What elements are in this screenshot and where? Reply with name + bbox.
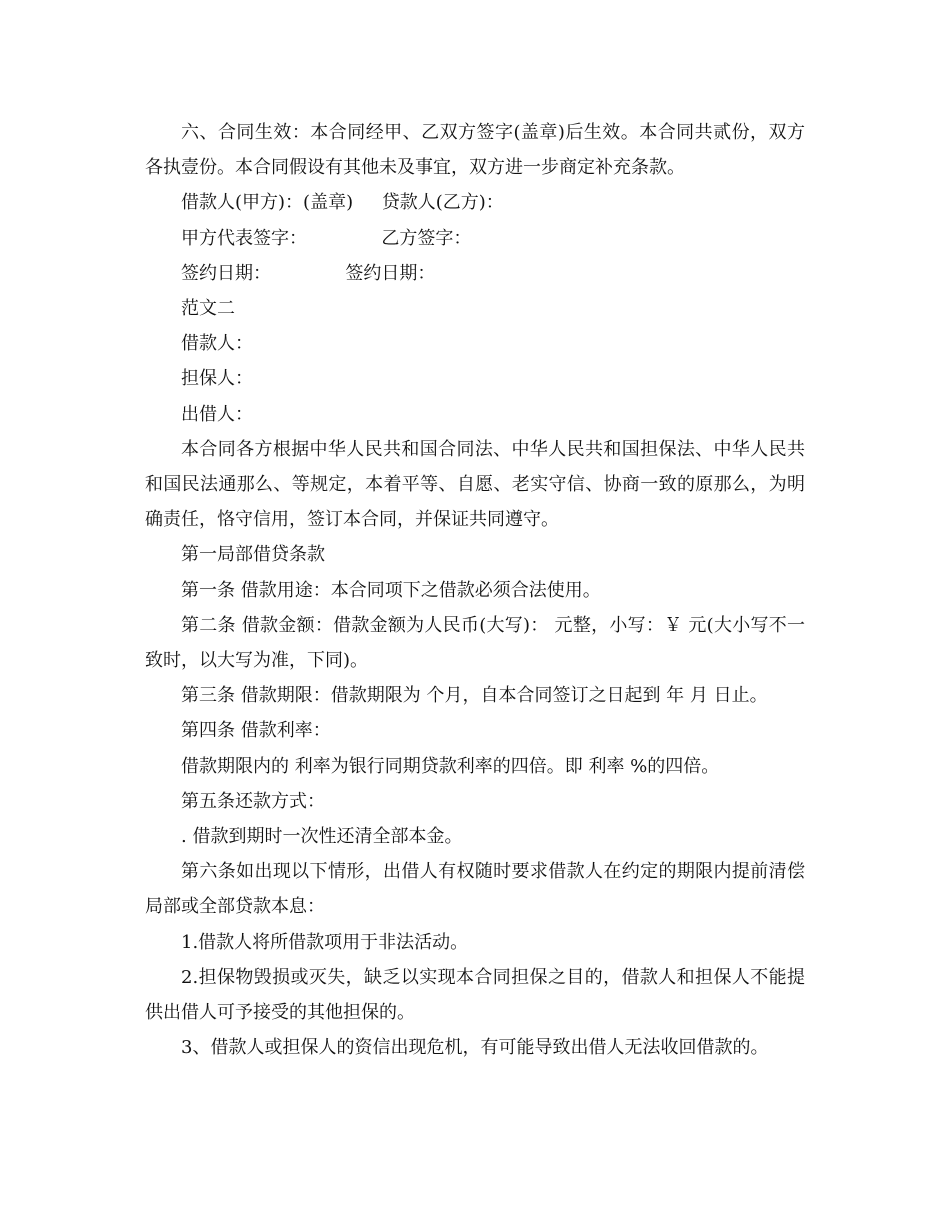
- article-5-repayment-method: 第五条还款方式：: [181, 790, 325, 812]
- article-1-loan-purpose: 第一条 借款用途：本合同项下之借款必须合法使用。: [181, 579, 601, 601]
- signature-parties-line: 借款人(甲方)：(盖章) 贷款人(乙方)：: [181, 192, 504, 214]
- party-borrower: 借款人：: [181, 333, 253, 355]
- party-guarantor: 担保人：: [181, 368, 253, 390]
- party-lender: 出借人：: [181, 403, 253, 425]
- article-2-loan-amount: 第二条 借款金额：借款金额为人民币(大写)： 元整，小写：￥ 元(大小写不一致时，以大写为准，下同)。: [145, 614, 805, 672]
- article-6-early-repayment: 第六条如出现以下情形，出借人有权随时要求借款人在约定的期限内提前清偿局部或全部贷款本息：: [145, 861, 805, 918]
- repayment-method-detail: . 借款到期时一次性还清全部本金。: [181, 826, 463, 848]
- document-body: [145, 115, 805, 1065]
- early-repayment-item-1: 1.借款人将所借款项用于非法活动。: [181, 931, 469, 953]
- signature-representatives-line: 甲方代表签字： 乙方签字：: [181, 227, 472, 249]
- signing-date-line: 签约日期： 签约日期：: [181, 262, 436, 284]
- section-heading-sample-two: 范文二: [181, 298, 235, 320]
- early-repayment-item-3: 3、借款人或担保人的资信出现危机，有可能导致出借人无法收回借款的。: [181, 1037, 769, 1059]
- article-4-interest-rate: 第四条 借款利率：: [181, 720, 331, 742]
- part-heading-loan-terms: 第一局部借贷条款: [181, 544, 325, 566]
- article-3-loan-term: 第三条 借款期限：借款期限为 个月，自本合同签订之日起到 年 月 日止。: [181, 685, 768, 707]
- clause-contract-effective: 六、合同生效：本合同经甲、乙双方签字(盖章)后生效。本合同共贰份，双方各执壹份。本合同假设有其他未及事宜，双方进一步商定补充条款。: [145, 122, 805, 179]
- interest-rate-detail: 借款期限内的 利率为银行同期贷款利率的四倍。即 利率 %的四倍。: [181, 755, 720, 777]
- early-repayment-item-2: 2.担保物毁损或灭失，缺乏以实现本合同担保之目的，借款人和担保人不能提供出借人可予接受的其他担保的。: [145, 966, 805, 1024]
- contract-preamble: 本合同各方根据中华人民共和国合同法、中华人民共和国担保法、中华人民共和国民法通那么、等规定，本着平等、自愿、老实守信、协商一致的原那么，为明确责任，恪守信用，签订本合同，并保证共同遵守。: [145, 438, 805, 531]
